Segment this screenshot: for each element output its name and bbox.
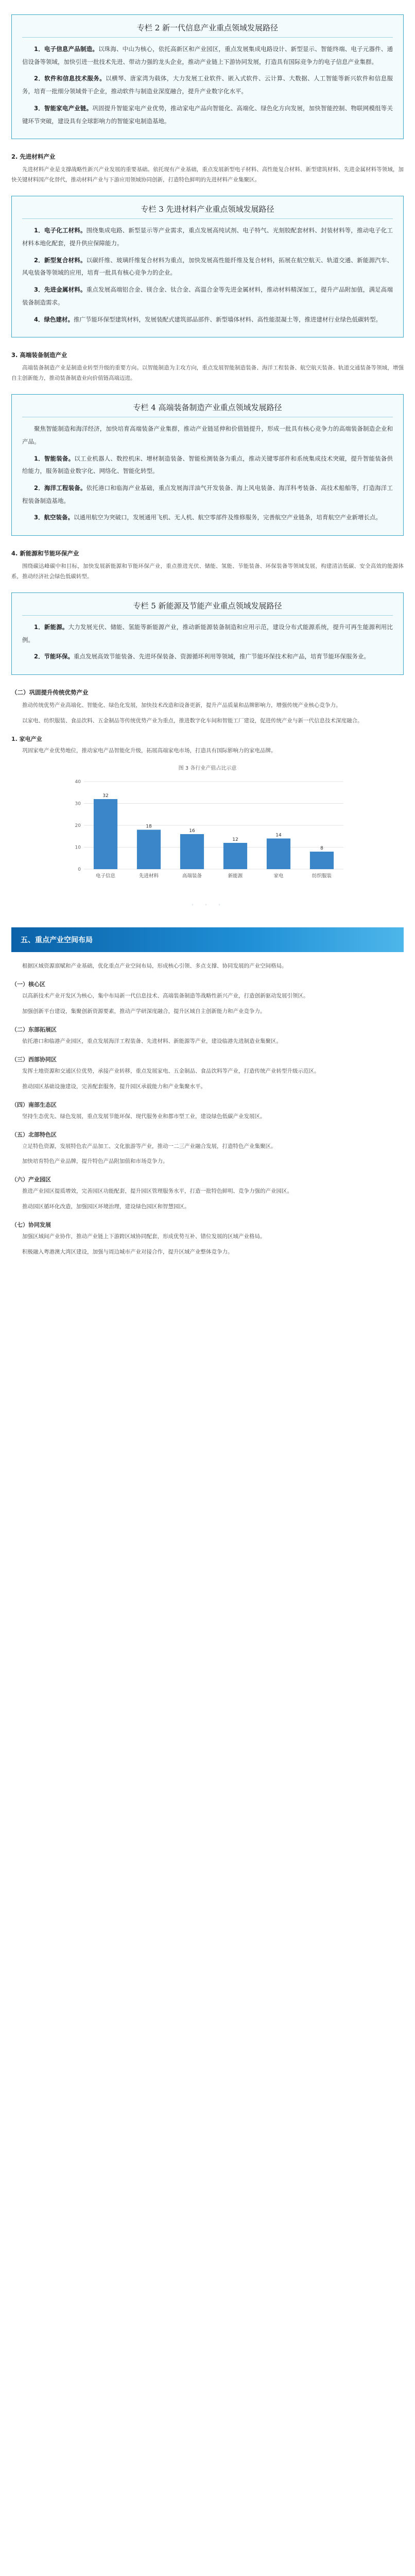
x-tick-label: 新能源 (228, 873, 243, 879)
body-paragraph: 推进产业园区提质增效，完善园区功能配套，提升园区管理服务水平，打造一批特色鲜明、竞争力强的产业园区。 (22, 1188, 292, 1195)
sub-heading: （一）核心区 (11, 980, 45, 988)
box-paragraph (22, 313, 393, 326)
body-paragraph: 围绕碳达峰碳中和目标，加快发展新能源和节能环保产业，重点推进光伏、储能、氢能、节能装备、环保装备等领域发展，构建清洁低碳、安全高效的能源体系，推动经济社会绿色低碳转型。 (11, 563, 404, 580)
paragraph-text: 依托港口和临海产业基础，重点发展海洋油气开发装备、海上风电装备、海洋科考装备、高技术船舶等，打造海洋工程装备制造基地。 (22, 484, 393, 504)
sub-heading: （四）南部生态区 (11, 1101, 57, 1108)
paragraph-lead: 1．电子化工材料。 (34, 227, 87, 234)
paragraph-text: 以珠海、中山为核心，依托高新区和产业园区，重点发展集成电路设计、新型显示、智能终端、电子元器件、通信设备等领域，加快引进一批技术先进、带动力强的龙头企业，推动产业链上下游协同发展，打造具有国际竞争力的电子信息产业集群。 (22, 45, 393, 65)
section-heading: 3. 高端装备制造产业 (11, 351, 67, 359)
paragraph-text: 以工业机器人、数控机床、增材制造装备、智能检测装备为重点，推动关键零部件和系统集成技术突破，提升智能装备供给能力，服务制造业数字化、网络化、智能化转型。 (22, 454, 393, 475)
box-paragraph (22, 650, 393, 663)
x-tick-label: 先进材料 (139, 873, 159, 879)
x-tick-label: 纺织服装 (312, 873, 332, 879)
paragraph-lead: 3．航空装备。 (34, 514, 74, 521)
y-tick-label: 40 (75, 779, 81, 785)
paragraph-lead: 1．智能装备。 (34, 454, 75, 462)
paragraph-text: 以通用航空为突破口，发展通用飞机、无人机、航空零部件及维修服务，完善航空产业链条，培育航空产业新增长点。 (74, 514, 382, 521)
body-paragraph: 发挥土地资源和交通区位优势，承接产业转移，重点发展家电、五金制品、食品饮料等产业，打造传统产业转型升级示范区。 (22, 1067, 320, 1074)
x-tick-label: 高端装备 (182, 873, 202, 879)
watermark-decoration: · · · (191, 899, 224, 912)
paragraph-lead: 3．智能家电产业链。 (34, 104, 93, 112)
box-title: 专栏 2 新一代信息产业重点领域发展路径 (22, 20, 393, 38)
paragraph-lead: 3．先进金属材料。 (34, 286, 87, 294)
box-paragraph (22, 452, 393, 478)
box-paragraph (22, 102, 393, 127)
paragraph-text: 围绕集成电路、新型显示等产业需求，重点发展高纯试剂、电子特气、光刻胶配套材料、封装材料等，推动电子化工材料本地化配套，提升供应保障能力。 (22, 227, 393, 247)
body-paragraph: 依托港口和临港产业园区，重点发展海洋工程装备、先进材料、新能源等产业，建设临港先进制造业集聚区。 (22, 1038, 282, 1044)
box-paragraph (22, 254, 393, 279)
body-paragraph: 以家电、纺织服装、食品饮料、五金制品等传统优势产业为重点，推进数字化车间和智能工厂建设，促进传统产业与新一代信息技术深度融合。 (22, 718, 363, 724)
x-tick-label: 家电 (273, 873, 284, 879)
body-paragraph: 巩固家电产业优势地位，推动家电产品智能化升级，拓展高端家电市场，打造具有国际影响力的家电品牌。 (22, 748, 276, 754)
bar-chart (63, 774, 352, 888)
bar-value-label: 8 (320, 845, 323, 851)
box-paragraph (22, 283, 393, 309)
paragraph-text: 推广节能环保型建筑材料，发展装配式建筑部品部件、新型墙体材料、高性能混凝土等，推进建材行业绿色低碳转型。 (74, 315, 382, 323)
column-box-energy (11, 592, 404, 675)
bar-value-label: 18 (146, 824, 152, 829)
y-tick-label: 20 (75, 823, 81, 828)
paragraph-text: 聚焦智能制造和海洋经济，加快培育高端装备产业集群，推动产业链延伸和价值链提升，形成一批具有核心竞争力的高端装备制造企业和产品。 (22, 425, 393, 445)
section-heading: （二）巩固提升传统优势产业 (11, 689, 89, 697)
bar (223, 843, 247, 869)
sub-heading: （六）产业园区 (11, 1176, 51, 1183)
paragraph-text: 巩固提升智能家电产业优势，推动家电产品向智能化、高端化、绿色化方向发展，加快智能控制、物联网模组等关键环节突破，建设具有全球影响力的智能家电制造基地。 (22, 104, 393, 125)
paragraph-lead: 2．海洋工程装备。 (34, 484, 87, 492)
body-paragraph: 加强区域间产业协作，推动产业链上下游跨区域协同配套，形成优势互补、错位发展的区域产业格局。 (22, 1233, 266, 1240)
sub-heading: （七）协同发展 (11, 1222, 51, 1229)
sub-heading: （三）西部协同区 (11, 1056, 57, 1063)
box-paragraph (22, 43, 393, 68)
section-heading: 2. 先进材料产业 (11, 153, 56, 161)
paragraph-text: 以横琴、唐家湾为载体，大力发展工业软件、嵌入式软件、云计算、大数据、人工智能等新兴软件和信息服务，培育一批细分领域骨干企业，推动软件与制造业深度融合，提升产业数字化水平。 (22, 75, 393, 95)
y-tick-label: 30 (75, 801, 81, 807)
y-tick-label: 10 (75, 845, 81, 851)
paragraph-lead: 1．电子信息产品制造。 (34, 45, 98, 53)
body-paragraph: 高端装备制造产业是制造业转型升级的重要方向。以智能制造为主攻方向，重点发展智能制造装备、海洋工程装备、航空航天装备、轨道交通装备等领域，增强自主创新能力，推动装备制造业向价值链高端迈进。 (11, 365, 404, 382)
box-paragraph (22, 422, 393, 448)
paragraph-lead: 2．软件和信息技术服务。 (34, 75, 106, 82)
chart-container (63, 764, 352, 890)
body-paragraph: 推动传统优势产业高端化、智能化、绿色化发展，加快技术改造和设备更新，提升产品质量和品牌影响力，增强传统产业核心竞争力。 (22, 702, 341, 709)
bar-value-label: 16 (189, 828, 195, 834)
box-title: 专栏 3 先进材料产业重点领域发展路径 (22, 201, 393, 219)
column-box-materials (11, 196, 404, 337)
paragraph-text: 大力发展光伏、储能、氢能等新能源产业，推动新能源装备制造和应用示范，建设分布式能源系统，提升可再生能源利用比例。 (22, 623, 393, 643)
box-paragraph (22, 224, 393, 249)
paragraph-lead: 4．绿色建材。 (34, 315, 74, 323)
paragraph-lead: 2．节能环保。 (34, 653, 74, 660)
body-paragraph: 加快培育特色产业品牌，提升特色产品附加值和市场竞争力。 (22, 1158, 168, 1165)
body-paragraph: 立足特色资源，发展特色农产品加工、文化旅游等产业，推动一二三产业融合发展，打造特色产业集聚区。 (22, 1143, 276, 1149)
layout-sections (11, 980, 404, 1258)
column-box-equipment (11, 394, 404, 536)
box-title: 专栏 4 高端装备制造产业重点领域发展路径 (22, 400, 393, 417)
bar-value-label: 14 (275, 833, 282, 838)
box-paragraph (22, 511, 393, 524)
body-paragraph: 坚持生态优先、绿色发展，重点发展节能环保、现代服务业和都市型工业，建设绿色低碳产业发展区。 (22, 1113, 266, 1120)
bar-value-label: 12 (232, 837, 238, 842)
body-paragraph: 根据区域资源禀赋和产业基础，优化重点产业空间布局，形成核心引领、多点支撑、协同发展的产业空间格局。 (22, 962, 287, 969)
body-paragraph: 加强创新平台建设，集聚创新资源要素，推动产学研深度融合，提升区域自主创新能力和产业竞争力。 (22, 1008, 266, 1014)
body-paragraph: 以高新技术产业开发区为核心，集中布局新一代信息技术、高端装备制造等战略性新兴产业，打造创新驱动发展引领区。 (22, 992, 309, 999)
bar-value-label: 32 (102, 793, 109, 799)
paragraph-text: 重点发展高效节能装备、先进环保装备、资源循环利用等领域，推广节能环保技术和产品，培育节能环保服务业。 (74, 653, 370, 660)
bar (94, 799, 117, 869)
x-tick-label: 电子信息 (95, 873, 116, 879)
bar (137, 829, 161, 869)
bar (310, 852, 334, 869)
body-paragraph: 先进材料产业是支撑战略性新兴产业发展的重要基础。依托现有产业基础，重点发展新型电子材料、高性能复合材料、新型建筑材料、先进金属材料等领域，加快关键材料国产化替代，推动材料产业与下游应用领域协同创新，打造特色鲜明的先进材料产业集聚区。 (11, 166, 404, 183)
sub-heading: （五）北部特色区 (11, 1131, 57, 1138)
y-tick-label: 0 (78, 867, 81, 872)
column-box-electronics (11, 14, 404, 139)
paragraph-lead: 2．新型复合材料。 (34, 256, 87, 264)
sub-heading: 1. 家电产业 (11, 736, 42, 743)
paragraph-text: 以碳纤维、玻璃纤维复合材料为重点，加快发展高性能纤维及复合材料，拓展在航空航天、轨道交通、新能源汽车、风电装备等领域的应用，培育一批具有核心竞争力的企业。 (22, 256, 393, 277)
sub-heading: （二）东部拓展区 (11, 1026, 57, 1033)
bar (267, 838, 290, 869)
body-paragraph: 积极融入粤港澳大湾区建设，加强与周边城市产业对接合作，提升区域产业整体竞争力。 (22, 1249, 233, 1256)
paragraph-text: 重点发展高端铝合金、镁合金、钛合金、高温合金等先进金属材料，推动材料精深加工，提升产品附加值，满足高端装备制造需求。 (22, 286, 393, 306)
box-paragraph (22, 72, 393, 97)
chart-caption: 图 3 各行业产值占比示意 (178, 765, 237, 771)
section-heading: 4. 新能源和节能环保产业 (11, 550, 79, 557)
body-paragraph: 推动园区基础设施建设，完善配套服务，提升园区承载能力和产业集聚水平。 (22, 1083, 206, 1090)
bar (180, 834, 204, 869)
box-paragraph (22, 482, 393, 507)
body-paragraph: 推动园区循环化改造，加强园区环境治理，建设绿色园区和智慧园区。 (22, 1204, 190, 1210)
box-title: 专栏 5 新能源及节能产业重点领域发展路径 (22, 598, 393, 616)
box-paragraph (22, 621, 393, 646)
section-banner: 五、重点产业空间布局 (11, 927, 404, 952)
document-page (0, 0, 415, 1283)
paragraph-lead: 1．新能源。 (34, 623, 68, 631)
